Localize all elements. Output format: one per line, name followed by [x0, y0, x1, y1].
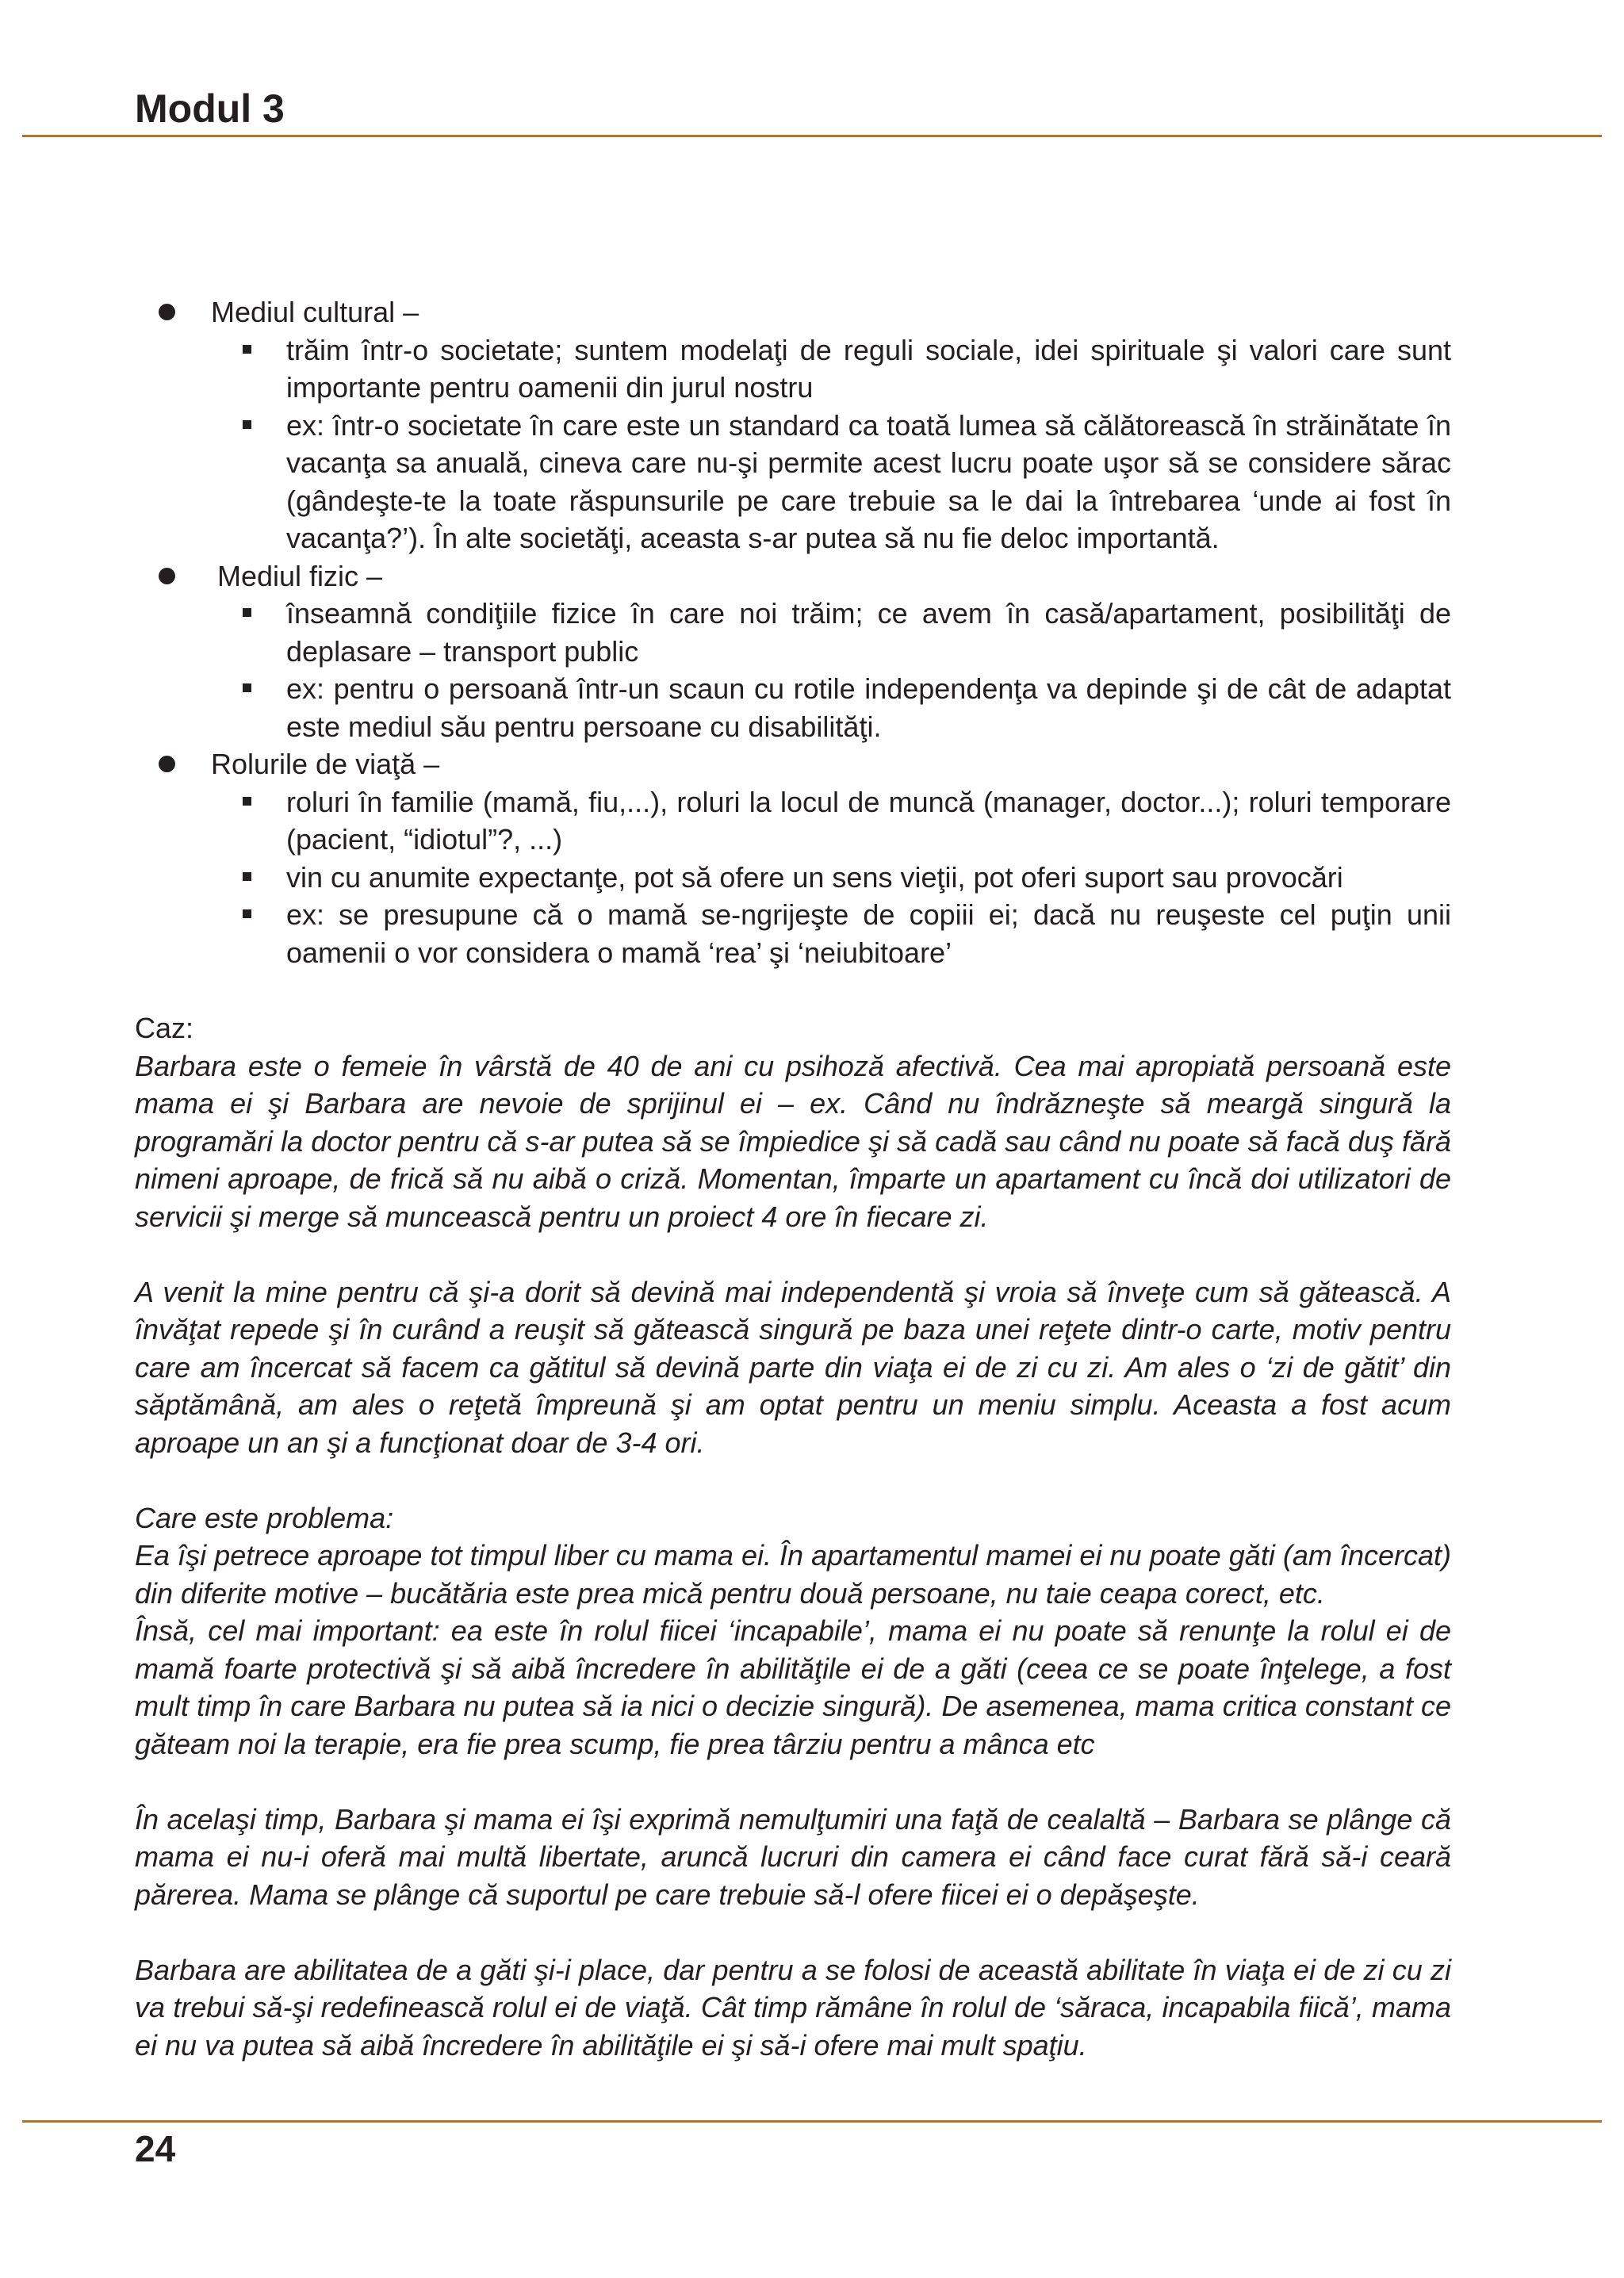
- bullet-item-life-roles: [135, 745, 1451, 971]
- square-bullet-icon: [243, 909, 251, 918]
- sub-list: [211, 595, 1451, 745]
- case-paragraph: Însă, cel mai important: ea este în rolul fiicei ‘incapabile’, mama ei nu poate să renunţe la rolul ei de mamă foarte protectivă şi să aibă încredere în abilităţile ei de a găti (ceea ce se poate înţelege, a fost mult timp în care Barbara nu putea să ia nici o decizie singură). De asemenea, mama critica constant ce găteam noi la terapie, era fie prea scump, fie prea târziu pentru a mânca etc: [135, 1614, 1451, 1760]
- sub-item: ex: se presupune că o mamă se-ngrijeşte de copiii ei; dacă nu reuşeste cel puţin unii oamenii o vor considera o mamă ‘rea’ şi ‘neiubitoare’: [211, 896, 1451, 971]
- case-paragraph: Ea îşi petrece aproape tot timpul liber cu mama ei. În apartamentul mamei ei nu poate găti (am încercat) din diferite motive – bucătăria este prea mică pentru două persoane, nu taie ceapa corect, etc.: [135, 1539, 1451, 1610]
- sub-list: [211, 783, 1451, 972]
- bullet-dot-icon: [159, 568, 175, 584]
- case-paragraph: A venit la mine pentru că şi-a dorit să devină mai independentă şi vroia să înveţe cum să gătească. A învăţat repede şi în curând a reuşit să gătească singură pe baza unei reţete dintr-o carte, motiv pentru care am încercat să facem ca gătitul să devină parte din viaţa ei de zi cu zi. Am ales o ‘zi de gătit’ din săptămână, am ales o reţetă împreună şi am optat pentru un meniu simplu. Aceasta a fost acum aproape un an şi a funcţionat doar de 3-4 ori.: [135, 1275, 1451, 1459]
- bullet-title: Mediul fizic –: [217, 559, 383, 592]
- square-bullet-icon: [243, 345, 251, 354]
- case-paragraph: În acelaşi timp, Barbara şi mama ei îşi exprimă nemulţumiri una faţă de cealaltă – Barbara se plânge că mama ei nu-i oferă mai multă libertate, aruncă lucruri din camera ei când face curat fără să-i ceară părerea. Mama se plânge că suportul pe care trebuie să-l ofere fiicei ei o depăşeşte.: [135, 1802, 1451, 1911]
- sub-item: roluri în familie (mamă, fiu,...), roluri la locul de muncă (manager, doctor...); roluri temporare (pacient, “idiotul”?, ...): [211, 783, 1451, 859]
- page-body: [135, 293, 1451, 2064]
- square-bullet-icon: [243, 797, 251, 806]
- header-divider: [22, 135, 1602, 137]
- page-header-title: Modul 3: [135, 86, 285, 131]
- square-bullet-icon: [243, 683, 251, 692]
- sub-list: [211, 331, 1451, 557]
- case-paragraph: Barbara este o femeie în vârstă de 40 de ani cu psihoză afectivă. Cea mai apropiată persoană este mama ei şi Barbara are nevoie de sprijinul ei – ex. Când nu îndrăzneşte să meargă singură la programări la doctor pentru că s-ar putea să se împiedice şi să cadă sau când nu poate să facă duş fără nimeni aproape, de frică să nu aibă o criză. Momentan, împarte un apartament cu încă doi utilizatori de servicii şi merge să muncească pentru un proiect 4 ore în fiecare zi.: [135, 1049, 1451, 1233]
- bullet-list: [135, 293, 1451, 971]
- sub-item: vin cu anumite expectanţe, pot să ofere un sens vieţii, pot oferi suport sau provocări: [211, 859, 1451, 897]
- square-bullet-icon: [243, 872, 251, 881]
- paragraph-gap: [135, 1913, 1451, 1951]
- square-bullet-icon: [243, 420, 251, 429]
- bullet-dot-icon: [159, 756, 175, 772]
- paragraph-gap: [135, 1235, 1451, 1273]
- problem-label: Care este problema:: [135, 1501, 394, 1534]
- case-study: [135, 1009, 1451, 2064]
- paragraph-gap: [135, 1461, 1451, 1499]
- sub-item: trăim într-o societate; suntem modelaţi de reguli sociale, idei spirituale şi valori care sunt importante pentru oamenii din jurul nostru: [211, 331, 1451, 407]
- square-bullet-icon: [243, 608, 251, 617]
- sub-item: ex: într-o societate în care este un standard ca toată lumea să călătorească în străinătate în vacanţa sa anuală, cineva care nu-şi permite acest lucru poate uşor să se considere sărac (gândeşte-te la toate răspunsurile pe care trebuie sa le dai la întrebarea ‘unde ai fost în vacanţa?’). În alte societăţi, aceasta s-ar putea să nu fie deloc importantă.: [211, 407, 1451, 557]
- bullet-title: Rolurile de viaţă –: [211, 748, 440, 780]
- paragraph-gap: [135, 1763, 1451, 1801]
- bullet-title: Mediul cultural –: [211, 296, 419, 328]
- footer-divider: [22, 2120, 1602, 2123]
- page-number: 24: [135, 2128, 176, 2169]
- bullet-dot-icon: [159, 304, 175, 320]
- bullet-item-physical: [135, 557, 1451, 746]
- bullet-item-cultural: [135, 293, 1451, 557]
- sub-item: ex: pentru o persoană într-un scaun cu rotile independenţa va depinde şi de cât de adaptat este mediul său pentru persoane cu disabilităţi.: [211, 670, 1451, 745]
- sub-item: înseamnă condiţiile fizice în care noi trăim; ce avem în casă/apartament, posibilităţi de deplasare – transport public: [211, 595, 1451, 670]
- case-paragraph: Barbara are abilitatea de a găti şi-i place, dar pentru a se folosi de această abilitate în viaţa ei de zi cu zi va trebui să-şi redefinească rolul ei de viaţă. Cât timp rămâne în rolul de ‘săraca, incapabila fiică’, mama ei nu va putea să aibă încredere în abilităţile ei şi să-i ofere mai mult spaţiu.: [135, 1953, 1451, 2062]
- case-label: Caz:: [135, 1012, 194, 1044]
